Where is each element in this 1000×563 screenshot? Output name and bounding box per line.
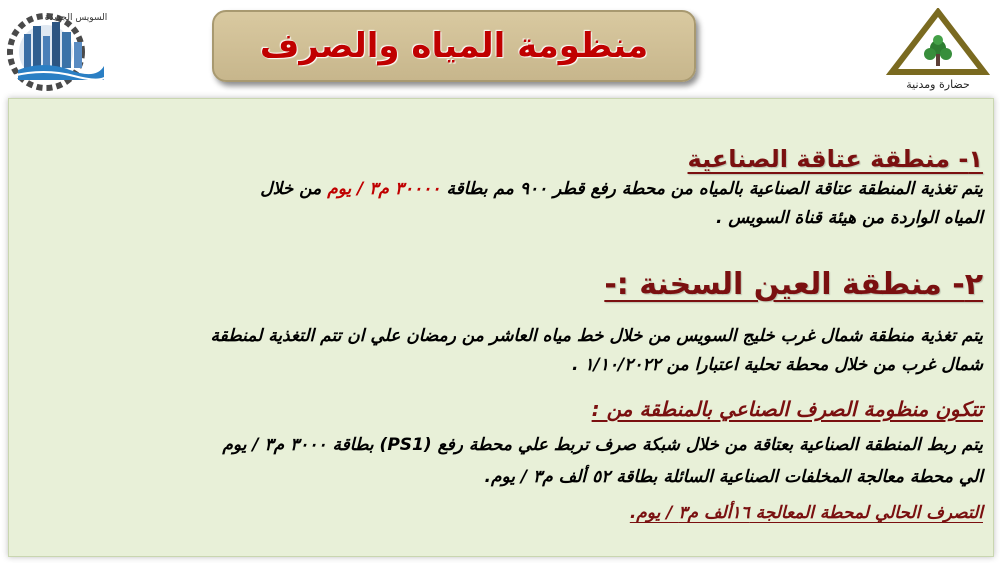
new-suez-logo-text: السويس الجديدة — [44, 13, 108, 23]
page-title: منظومة المياه والصرف — [259, 26, 649, 66]
section1-line1-end: من خلال — [260, 179, 322, 199]
section2-heading: ٢- منطقة العين السخنة :- — [604, 267, 983, 302]
sewage-heading: تتكون منظومة الصرف الصناعي بالمنطقة من : — [591, 397, 983, 421]
content-panel — [8, 98, 994, 557]
section1-capacity: ٣٠٠٠٠ م٣ / يوم — [327, 179, 441, 199]
civilization-logo — [886, 8, 990, 92]
new-suez-logo — [4, 4, 108, 94]
section2-line2: شمال غرب من خلال محطة تحلية اعتبارا من ١/١٠/٢٠٢٢ . — [571, 355, 983, 375]
sewage-line2: الي محطة معالجة المخلفات الصناعية السائلة بطاقة ٥٢ ألف م٣ / يوم. — [484, 467, 983, 487]
section2-line1: يتم تغذية منطقة شمال غرب خليج السويس من خلال خط مياه العاشر من رمضان علي ان تتم التغذية لمنطقة — [210, 326, 983, 346]
civilization-logo-text: حضارة ومدنية — [906, 78, 970, 91]
current-flow: التصرف الحالي لمحطة المعالجة ١٦ألف م٣ / يوم. — [629, 503, 983, 523]
section1-line1 — [23, 175, 983, 204]
sewage-line1: يتم ربط المنطقة الصناعية بعتاقة من خلال شبكة صرف تربط علي محطة رفع (PS1) بطاقة ٣٠٠٠ م٣ / يوم — [222, 435, 983, 455]
section1-line1-start: يتم تغذية المنطقة عتاقة الصناعية بالمياه من محطة رفع قطر ٩٠٠ مم بطاقة — [446, 179, 983, 199]
section1-line2: المياه الواردة من هيئة قناة السويس . — [716, 208, 983, 228]
section1-heading: ١- منطقة عتاقة الصناعية — [687, 145, 983, 173]
title-box — [212, 10, 696, 82]
